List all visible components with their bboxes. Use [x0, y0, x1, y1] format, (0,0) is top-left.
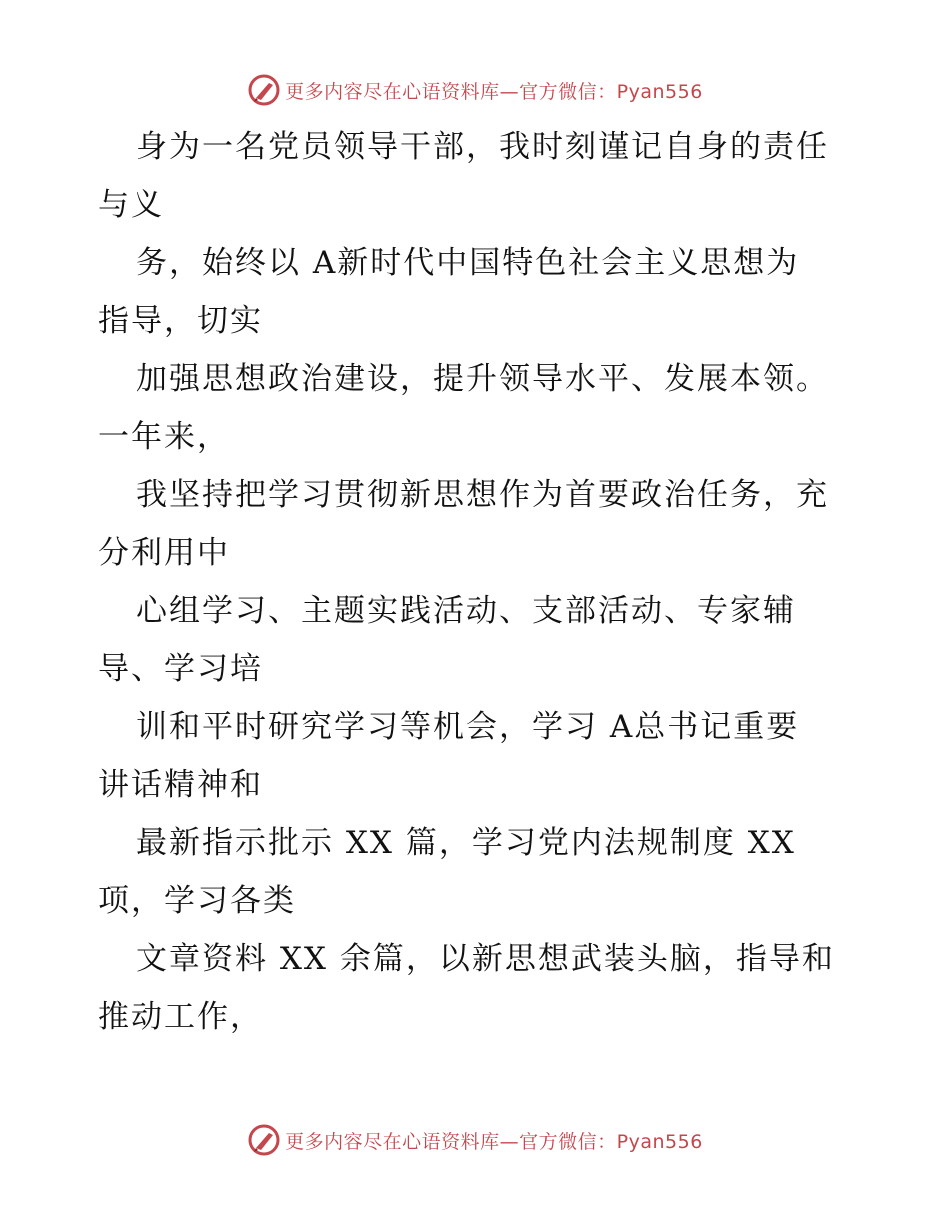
line-continuation: 分利用中	[98, 535, 230, 571]
quill-pen-logo-icon	[247, 1123, 281, 1157]
paragraph	[98, 698, 858, 814]
paragraph	[98, 234, 858, 350]
paragraph	[98, 582, 858, 698]
line-continuation: 讲话精神和	[98, 767, 263, 803]
line-first: 我坚持把学习贯彻新思想作为首要政治任务，充	[136, 477, 829, 513]
line-first: 身为一名党员领导干部，我时刻谨记自身的责任	[136, 129, 829, 165]
paragraph	[98, 814, 858, 930]
quill-pen-logo-icon	[247, 73, 281, 107]
paragraph	[98, 118, 858, 234]
line-continuation: 项，学习各类	[98, 883, 296, 919]
line-continuation: 与义	[98, 187, 164, 223]
watermark-text: 更多内容尽在心语资料库—官方微信：Pyan556	[285, 80, 703, 103]
line-first: 训和平时研究学习等机会，学习 A总书记重要	[136, 709, 800, 745]
line-first: 加强思想政治建设，提升领导水平、发展本领。	[136, 361, 829, 397]
line-continuation: 指导，切实	[98, 303, 263, 339]
line-continuation: 一年来，	[98, 419, 230, 455]
header-watermark	[0, 70, 950, 110]
line-continuation: 推动工作，	[98, 999, 263, 1035]
watermark-text: 更多内容尽在心语资料库—官方微信：Pyan556	[285, 1130, 703, 1153]
line-first: 最新指示批示 XX 篇，学习党内法规制度 XX	[136, 825, 796, 861]
line-first: 文章资料 XX 余篇，以新思想武装头脑，指导和	[136, 941, 835, 977]
line-first: 心组学习、主题实践活动、支部活动、专家辅	[136, 593, 796, 629]
footer-watermark	[0, 1120, 950, 1160]
paragraph	[98, 930, 858, 1046]
line-first: 务，始终以 A新时代中国特色社会主义思想为	[136, 245, 800, 281]
document-body	[98, 118, 858, 1046]
paragraph	[98, 466, 858, 582]
paragraph	[98, 350, 858, 466]
line-continuation: 导、学习培	[98, 651, 263, 687]
